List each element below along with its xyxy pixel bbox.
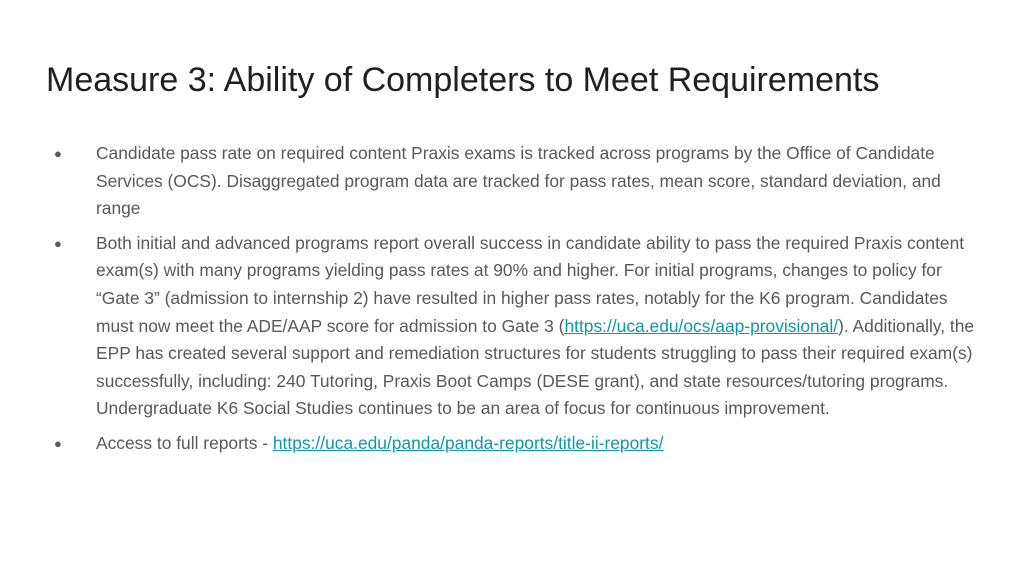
bullet-item-pass-rate-tracking: [50, 140, 980, 223]
aap-provisional-link[interactable]: https://uca.edu/ocs/aap-provisional/: [564, 315, 839, 336]
bullet-text: Candidate pass rate on required content Praxis exams is tracked across programs by the Office of Candidate Services (OCS). Disaggregated program data are tracked for pass rates, mean score, standard deviation, and range: [96, 143, 941, 219]
title-ii-reports-link[interactable]: https://uca.edu/panda/panda-reports/title-ii-reports/: [272, 432, 664, 453]
bullet-item-program-success: [50, 230, 980, 423]
bullet-text-after-link: ). Additionally, the EPP has created several support and remediation structures for students struggling to pass their required exam(s) successfully, including: 240 Tutoring, Praxis Boot Camps (DESE grant), and state resources/tutoring programs. Undergraduate K6 Social Studies continues to be an area of focus for continuous improvement.: [96, 315, 975, 419]
bullet-dot-icon: ●: [54, 235, 62, 251]
bullet-text-before-link: Both initial and advanced programs report overall success in candidate ability to pass the required Praxis content exam(s) with many programs yielding pass rates at 90% and higher. For initial programs, changes to policy for “Gate 3” (admission to internship 2) have resulted in higher pass rates, notably for the K6 program. Candidates must now meet the ADE/AAP score for admission to Gate 3 (: [96, 232, 965, 336]
bullet-list: [50, 140, 980, 465]
bullet-dot-icon: ●: [54, 146, 62, 161]
slide-title: Measure 3: Ability of Completers to Meet Requirements: [46, 61, 880, 99]
bullet-dot-icon: ●: [54, 435, 62, 451]
bullet-item-full-reports: [50, 430, 980, 458]
bullet-text-before-link: Access to full reports -: [96, 432, 273, 453]
